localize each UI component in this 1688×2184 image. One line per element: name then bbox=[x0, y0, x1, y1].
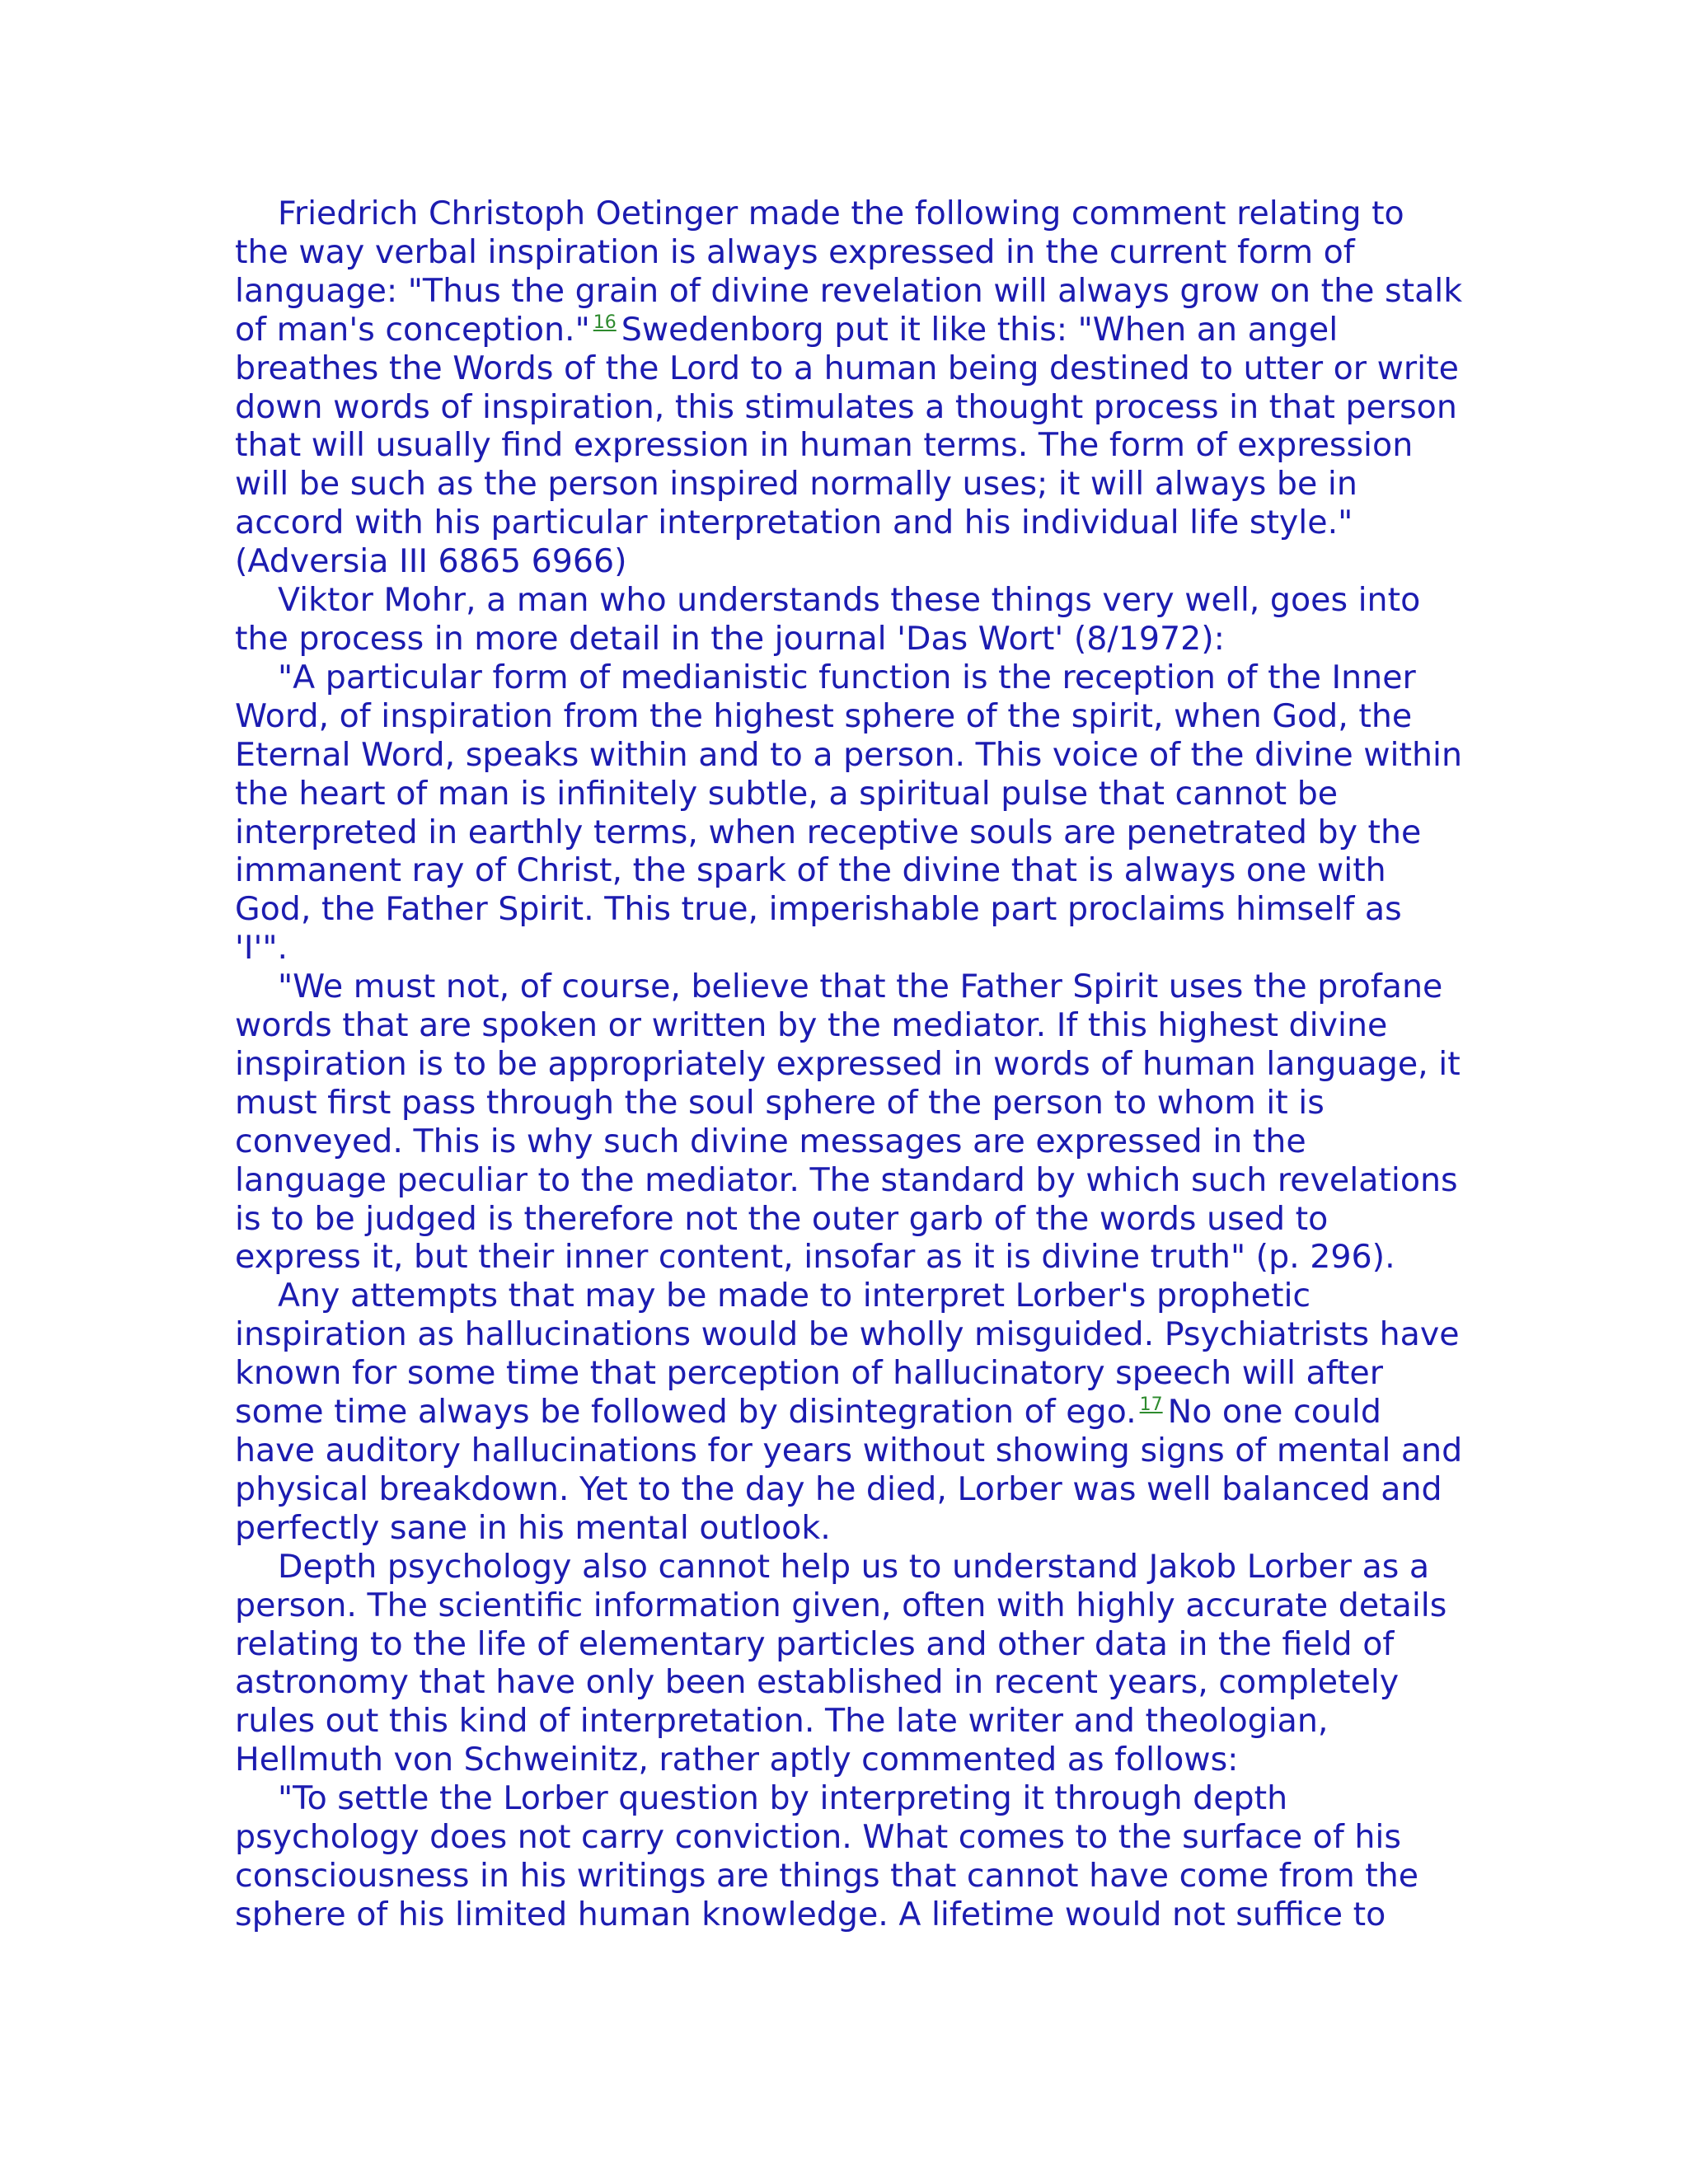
paragraph-text: Depth psychology also cannot help us to understand Jakob Lorber as a person. The scientific information given, often with highly accurate details relating to the life of elementary particles and other data in the field of astronomy that have only been established in recent years, completely rules out this kind of interpretation. The late writer and theologian, Hellmuth von Schweinitz, rather aptly commented as follows: bbox=[235, 1547, 1447, 1779]
paragraph-mohr bbox=[235, 581, 1463, 658]
paragraph-depth-psychology bbox=[235, 1548, 1463, 1779]
paragraph-text: Viktor Mohr, a man who understands these things very well, goes into the process in more detail in the journal 'Das Wort' (8/1972): bbox=[235, 581, 1421, 658]
footnote-link-17[interactable]: 17 bbox=[1139, 1394, 1163, 1416]
paragraph-text: "We must not, of course, believe that the Father Spirit uses the profane words that are spoken or written by the mediator. If this highest divine inspiration is to be appropriately expressed in words of human language, it must first pass through the soul sphere of the person to whom it is conveyed. This is why such divine messages are expressed in the language peculiar to the mediator. The standard by which such revelations is to be judged is therefore not the outer garb of the words used to express it, but their inner content, insofar as it is divine truth" (p. 296). bbox=[235, 968, 1461, 1277]
paragraph-text: Friedrich Christoph Oetinger made the following comment relating to the way verbal inspiration is always expressed in the current form of language: "Thus the grain of divine revelation will always grow on the stalk of man's conception." bbox=[235, 194, 1463, 349]
paragraph-text: Swedenborg put it like this: "When an angel breathes the Words of the Lord to a human being destined to utter or write down words of inspiration, this stimulates a thought process in that person that will usually find expression in human terms. The form of expression will be such as the person inspired normally uses; it will always be in accord with his particular interpretation and his individual life style." (Adversia III 6865 6966) bbox=[235, 310, 1459, 581]
document-page bbox=[235, 194, 1463, 1934]
paragraph-oetinger bbox=[235, 194, 1463, 581]
paragraph-quote-schweinitz bbox=[235, 1779, 1463, 1934]
paragraph-quote-father-spirit bbox=[235, 968, 1463, 1277]
paragraph-text: Any attempts that may be made to interpret Lorber's prophetic inspiration as hallucinations would be wholly misguided. Psychiatrists have known for some time that perception of hallucinatory speech will after some time always be followed by disintegration of ego. bbox=[235, 1277, 1460, 1432]
paragraph-text: "A particular form of medianistic function is the reception of the Inner Word, of inspiration from the highest sphere of the spirit, when God, the Eternal Word, speaks within and to a person. This voice of the divine within the heart of man is infinitely subtle, a spiritual pulse that cannot be interpreted in earthly terms, when receptive souls are penetrated by the immanent ray of Christ, the spark of the divine that is always one with God, the Father Spirit. This true, imperishable part proclaims himself as 'I'". bbox=[235, 658, 1463, 968]
paragraph-text: "To settle the Lorber question by interpreting it through depth psychology does not carry conviction. What comes to the surface of his consciousness in his writings are things that cannot have come from the sphere of his limited human knowledge. A lifetime would not suffice to bbox=[235, 1779, 1419, 1933]
footnote-link-16[interactable]: 16 bbox=[593, 312, 617, 333]
paragraph-quote-inner-word bbox=[235, 658, 1463, 968]
paragraph-text: No one could have auditory hallucinations for years without showing signs of mental and physical breakdown. Yet to the day he died, Lorber was well balanced and perfectly sane in his mental outlook. bbox=[235, 1393, 1463, 1547]
paragraph-hallucinations bbox=[235, 1277, 1463, 1547]
